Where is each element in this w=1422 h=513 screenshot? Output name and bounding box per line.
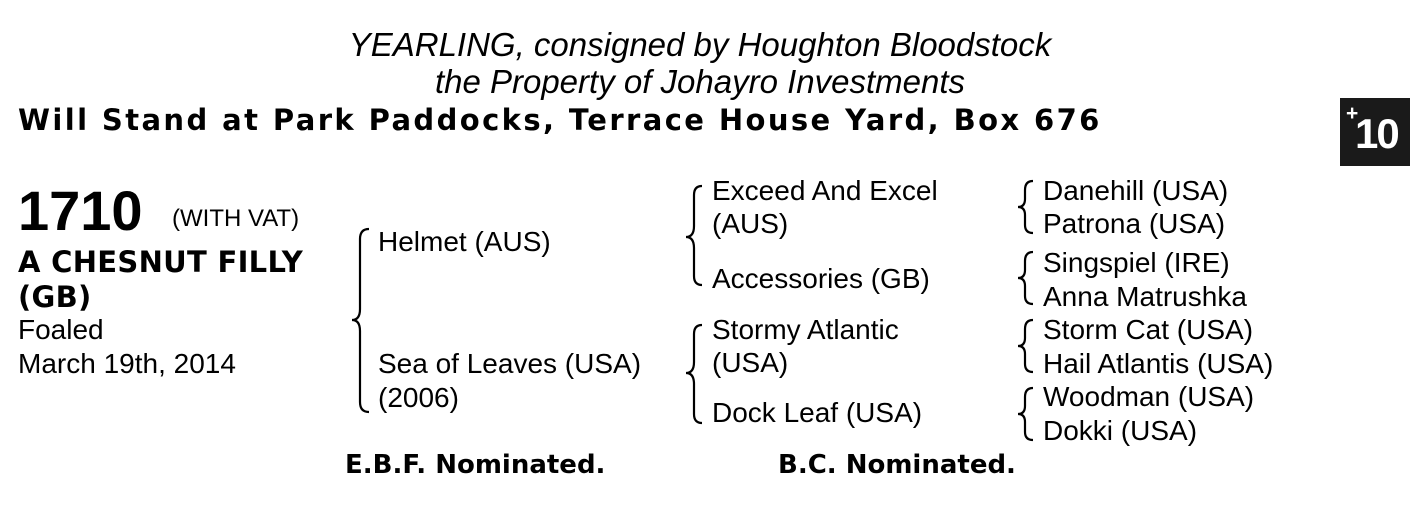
g3-ancestor: Storm Cat (USA) — [1043, 314, 1254, 345]
dam-name: Sea of Leaves (USA) — [378, 348, 642, 379]
sire-sire-name: Exceed And Excel — [712, 175, 938, 206]
g3-ancestor: Hail Atlantis (USA) — [1043, 348, 1274, 379]
g3-ancestor: Woodman (USA) — [1043, 381, 1255, 412]
dam-sire-country: (USA) — [712, 347, 789, 378]
bracket-dam — [686, 325, 702, 423]
sire-sire-country: (AUS) — [712, 208, 789, 239]
foaled-date: March 19th, 2014 — [18, 348, 236, 379]
g3-ancestor: Danehill (USA) — [1043, 175, 1229, 206]
badge-number: 10 — [1355, 110, 1398, 157]
lot-description-line2: (GB) — [18, 280, 92, 314]
bracket-g3-2 — [1018, 252, 1033, 304]
lot-number: 1710 — [18, 179, 143, 242]
sire-dam-name: Accessories (GB) — [712, 263, 930, 294]
ebf-nomination: E.B.F. Nominated. — [345, 450, 606, 480]
bracket-parents — [352, 229, 369, 412]
badge-plus: + — [1346, 102, 1359, 125]
dam-sire-name: Stormy Atlantic — [712, 314, 899, 345]
g3-ancestor: Anna Matrushka — [1043, 281, 1247, 312]
bracket-g3-4 — [1018, 388, 1033, 440]
foaled-label: Foaled — [18, 314, 104, 345]
sire-name: Helmet (AUS) — [378, 226, 551, 257]
lot-description-line1: A CHESNUT FILLY — [18, 245, 304, 279]
g3-ancestor: Dokki (USA) — [1043, 415, 1198, 446]
bc-nomination: B.C. Nominated. — [778, 450, 1016, 480]
g3-ancestor: Patrona (USA) — [1043, 208, 1226, 239]
bracket-g3-1 — [1018, 181, 1033, 233]
consignment-line: YEARLING, consigned by Houghton Bloodstock — [348, 26, 1052, 63]
bracket-g3-3 — [1018, 320, 1033, 372]
vat-note: (WITH VAT) — [172, 205, 300, 232]
g3-ancestor: Singspiel (IRE) — [1043, 247, 1230, 278]
stand-location: Will Stand at Park Paddocks, Terrace House Yard, Box 676 — [18, 103, 1102, 137]
dam-dam-name: Dock Leaf (USA) — [712, 397, 923, 428]
dam-year: (2006) — [378, 382, 459, 413]
bracket-sire — [686, 186, 702, 285]
property-line: the Property of Johayro Investments — [434, 63, 966, 100]
